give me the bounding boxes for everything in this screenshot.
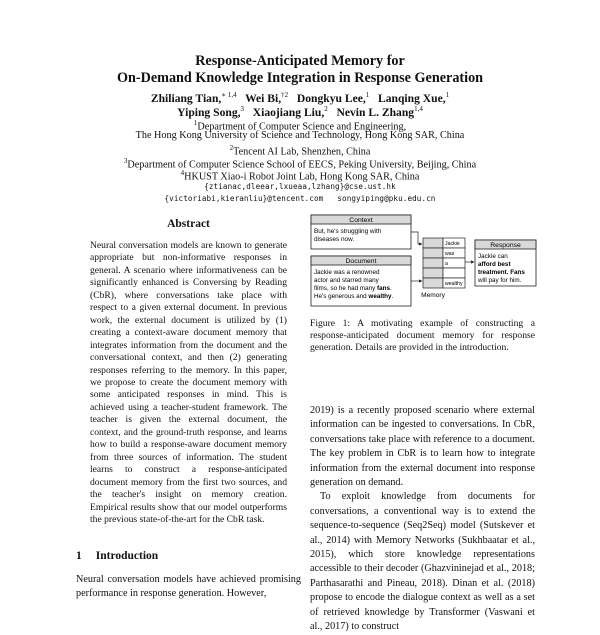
document-text-line: actor and starred many [314,277,379,284]
paper-title-line-1: Response-Anticipated Memory for [195,53,405,69]
memory-key-slot [443,268,465,278]
document-text-line: films, so he had many fans. [314,285,392,292]
author-affil-marker: 1 [445,91,450,99]
author-affil-marker: 1,4 [414,105,423,113]
figure-1-diagram [310,214,538,326]
author-name: Lanqing Xue, [378,91,446,105]
affiliation-text: Department of Computer Science School of EECS, Peking University, Beijing, China [127,159,477,171]
affiliation-text: Tencent AI Lab, Shenzhen, China [233,146,371,158]
section-title: Introduction [95,550,159,562]
affiliation-marker: 4 [180,169,185,177]
response-label: Response [490,242,521,249]
abstract-body [90,240,287,526]
author-name: Nevin L. Zhang [336,105,415,119]
author-affil-marker: 3 [240,105,245,113]
author-name: Yiping Song, [177,105,241,119]
right-paragraph-2: To exploit knowledge from documents for conversations, a conventional way is to extend the sequence-to-sequence (Seq2Seq) model (Sutskever et al., 2014) with Memory Networks (Sukhbaatar et al., 2015), which store knowledge representations accessible to their decoder (Ghazvininejad et al., 2018; Parthasarathi and Pineau, 2018). Dinan et al. (2018) propose to encode the dialogue context as well as a set of retrieved knowledge by Transformer (Vaswani et al., 2017) to construct [310,491,535,633]
affiliation-marker: 3 [123,157,128,165]
response-text-line: will pay for him. [478,277,522,284]
author-affil-marker: 2 [324,105,328,113]
intro-body [76,573,301,600]
document-text-line: He's generous and wealthy. [314,293,394,300]
document-text-line: Jackie was a renowned [314,269,380,276]
author-affil-marker: †2 [281,91,289,99]
memory-label: Memory [421,292,445,299]
context-text-line: diseases now. [314,236,355,243]
memory-key: a [445,261,448,267]
figure-caption: Figure 1: A motivating example of constructing a response-anticipated document memory for response generation. Details are provided in the introduction. [310,318,535,353]
affiliation-text: HKUST Xiao-i Robot Joint Lab, Hong Kong SAR, China [184,171,420,183]
doc-bold-word: fans [377,285,390,292]
right-paragraph-1: 2019) is a recently proposed scenario where external information can be ingested to conversations. In CbR, conversations take place with reference to a document. The key problem in CbR is to learn how to integrate information from the external document into response generation on demand. [310,405,535,489]
response-text-line: afford best [478,261,511,268]
memory-slot [423,248,443,258]
author-name: Xiaojiang Liu, [252,105,325,119]
memory-key: was [445,251,455,257]
abstract-text: Neural conversation models are known to generate appropriate but non-informative responses in general. A scenario where informativeness can be significantly enhanced is Conversing by Reading (CbR), where conversations take place with respect to a given external document. In previous work, the external document is utilized by (1) creating a context-aware document memory that integrates information from the document and the conversational context, and then (2) generating responses referring to the memory. In this paper, we propose to create the document memory with some anticipated responses in mind. This is achieved using a teacher-student framework. The teacher is given the external document, the context, and the ground-truth response, and learns how to build a response-aware document memory from three sources of information. The student learns to construct a response-anticipated document memory from the first two sources, and the teacher's insight on memory creation. Empirical results show that our model outperforms the previous state-of-the-art for the CbR task. [90,240,287,525]
response-text-line: Jackie can [478,253,508,260]
memory-slot [423,278,443,288]
affiliation-1b [0,130,600,143]
memory-slot [423,238,443,248]
memory-slot [423,268,443,278]
section-heading-introduction [76,550,158,562]
document-label: Document [345,258,377,265]
context-to-memory-arrow [411,232,422,244]
author-name: Wei Bi, [245,91,282,105]
author-affil-marker: ∗ 1,4 [221,91,237,99]
response-text-line: treatment. Fans [478,269,525,276]
email-line-2: {victoriabi,kieranliu}@tencent.com songyiping@pku.edu.cn [164,194,436,203]
author-affil-marker: 1 [365,91,370,99]
affiliation-marker: 2 [229,144,234,152]
paper-title-line-2: On-Demand Knowledge Integration in Response Generation [116,70,484,86]
author-name: Zhiliang Tian, [150,91,222,105]
memory-slot [423,258,443,268]
context-label: Context [349,217,373,224]
doc-bold-word: wealthy [368,293,392,300]
author-name: Dongkyu Lee, [296,91,366,105]
affiliation-marker: 1 [193,119,198,127]
section-number: 1 [76,550,82,562]
memory-key: Jackie [445,241,460,247]
context-text-line: But, he's struggling with [314,228,382,235]
affiliation-text: Department of Computer Science and Engineering, [197,121,407,133]
affiliation-text: The Hong Kong University of Science and Technology, Hong Kong SAR, China [135,130,465,141]
intro-paragraph: Neural conversation models have achieved promising performance in response generation. However, [76,574,301,599]
email-line-1: {ztianac,dleear,lxueaa,lzhang}@cse.ust.hk [204,182,396,191]
memory-key: wealthy [445,281,463,287]
abstract-heading: Abstract [167,218,210,230]
